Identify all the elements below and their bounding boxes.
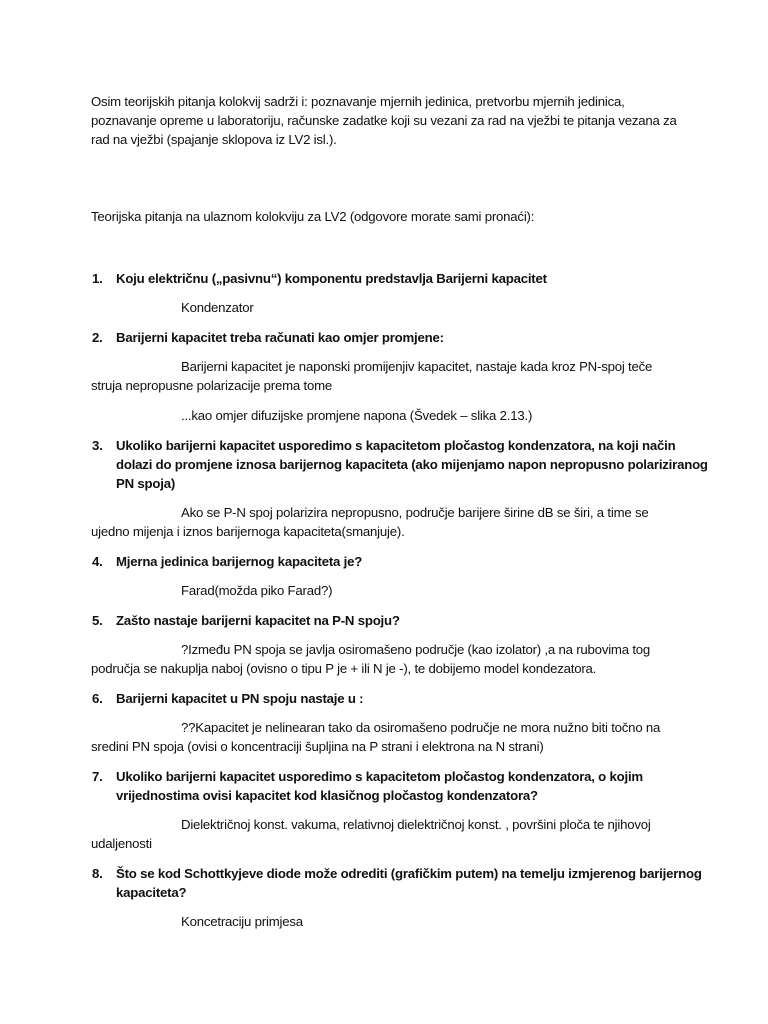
answer-text — [91, 718, 691, 756]
question-number: 7. — [92, 769, 103, 784]
answer-text — [91, 503, 691, 541]
answer-text — [91, 357, 691, 395]
answer-text — [91, 815, 691, 853]
question-item — [91, 436, 708, 493]
answer-line: Barijerni kapacitet je naponski promijenjiv kapacitet, nastaje kada kroz PN-spoj teče — [181, 359, 653, 374]
answer-line: Dielektričnoj konst. vakuma, relativnoj dielektričnoj konst. , površini ploča te njihovoj — [181, 817, 651, 832]
question-line: Zašto nastaje barijerni kapacitet na P-N spoju? — [116, 613, 400, 628]
question-item — [91, 864, 702, 902]
question-text — [116, 611, 691, 630]
question-number: 3. — [92, 438, 103, 453]
question-line: Koju električnu („pasivnu“) komponentu predstavlja Barijerni kapacitet — [116, 271, 547, 286]
question-number: 8. — [92, 866, 103, 881]
question-text — [116, 552, 691, 571]
answer-line: Kondenzator — [181, 300, 254, 315]
question-number: 2. — [92, 330, 103, 345]
question-text — [116, 436, 708, 493]
question-line: vrijednostima ovisi kapacitet kod klasičnog pločastog kondenzatora? — [116, 788, 538, 803]
intro-line: Osim teorijskih pitanja kolokvij sadrži i: poznavanje mjernih jedinica, pretvorbu mjernih jedinica, — [91, 94, 625, 109]
question-line: dolazi do promjene iznosa barijernog kapaciteta (ako mijenjamo napon nepropusno polariziranog — [116, 457, 708, 472]
answer-line: Ako se P-N spoj polarizira nepropusno, područje barijere širine dB se širi, a time se — [181, 505, 649, 520]
answer-text — [91, 912, 691, 931]
question-line: Mjerna jedinica barijernog kapaciteta je? — [116, 554, 363, 569]
question-line: kapaciteta? — [116, 885, 187, 900]
intro-line: poznavanje opreme u laboratoriju, računske zadatke koji su vezani za rad na vježbi te pitanja vezana za — [91, 113, 677, 128]
answer-continuation: područja se nakuplja naboj (ovisno o tipu P je + ili N je -), te dobijemo model kondezatora. — [91, 661, 597, 676]
intro-paragraph — [91, 92, 691, 149]
question-line: Što se kod Schottkyjeve diode može odrediti (grafičkim putem) na temelju izmjerenog barijernog — [116, 866, 702, 881]
answer-continuation: ujedno mijenja i iznos barijernoga kapaciteta(smanjuje). — [91, 524, 405, 539]
question-line: Ukoliko barijerni kapacitet usporedimo s kapacitetom pločastog kondenzatora, o kojim — [116, 769, 643, 784]
question-text — [116, 864, 702, 902]
answer-text — [91, 406, 691, 425]
answer-text — [91, 640, 691, 678]
question-item — [91, 689, 691, 708]
question-number: 5. — [92, 613, 103, 628]
intro-line: rad na vježbi (spajanje sklopova iz LV2 isl.). — [91, 132, 337, 147]
question-item — [91, 767, 691, 805]
answer-line: ??Kapacitet je nelinearan tako da osiromašeno područje ne mora nužno biti točno na — [181, 720, 661, 735]
section-title: Teorijska pitanja na ulaznom kolokviju za LV2 (odgovore morate sami pronaći): — [91, 209, 535, 224]
question-text — [116, 689, 691, 708]
question-text — [116, 767, 691, 805]
question-item — [91, 328, 691, 347]
question-line: Barijerni kapacitet u PN spoju nastaje u : — [116, 691, 364, 706]
question-line: Ukoliko barijerni kapacitet usporedimo s kapacitetom pločastog kondenzatora, na koji način — [116, 438, 676, 453]
answer-continuation: sredini PN spoja (ovisi o koncentraciji šupljina na P strani i elektrona na N strani) — [91, 739, 544, 754]
answer-line: Koncetraciju primjesa — [181, 914, 303, 929]
question-item — [91, 552, 691, 571]
question-text — [116, 328, 691, 347]
answer-line: ...kao omjer difuzijske promjene napona (Švedek – slika 2.13.) — [181, 408, 533, 423]
question-line: PN spoja) — [116, 476, 176, 491]
answer-text — [91, 581, 691, 600]
question-line: Barijerni kapacitet treba računati kao omjer promjene: — [116, 330, 444, 345]
question-number: 4. — [92, 554, 103, 569]
answer-line: ?Između PN spoja se javlja osiromašeno područje (kao izolator) ,a na rubovima tog — [181, 642, 651, 657]
document-page — [91, 92, 708, 942]
question-text — [116, 269, 691, 288]
answer-line: Farad(možda piko Farad?) — [181, 583, 333, 598]
question-number: 6. — [92, 691, 103, 706]
question-number: 1. — [92, 271, 103, 286]
question-item — [91, 611, 691, 630]
question-item — [91, 269, 691, 288]
answer-continuation: struja nepropusne polarizacije prema tome — [91, 378, 333, 393]
answer-continuation: udaljenosti — [91, 836, 152, 851]
question-list — [91, 269, 708, 931]
answer-text — [91, 298, 691, 317]
